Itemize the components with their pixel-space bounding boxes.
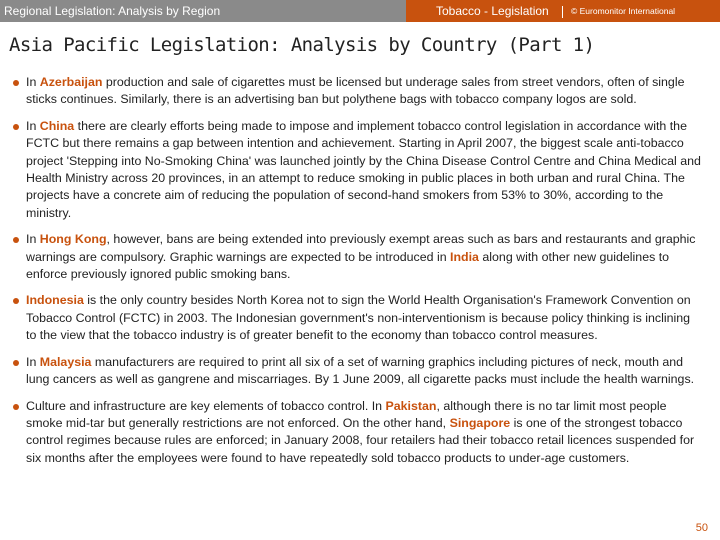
country-name: China	[39, 118, 75, 133]
bullet-text: there are clearly efforts being made to impose and implement tobacco control legislation in accordance with the FCTC but there remains a gap between intention and achievement. Starting in April 2007, the biggest scale anti-tobacco project 'Stepping into No-Smoking China' was launched jointly by the China Disease Control Centre and China Medical and Health Ministry across 20 provinces, in an attempt to reduce smoking in public places in both urban and rural China. The projects have a concrete aim of reducing the population of second-hand smokers from 53% to 30%, according to the ministry.	[26, 118, 701, 220]
bullet-china	[10, 118, 702, 222]
header-bar	[0, 0, 720, 22]
country-name: Indonesia	[26, 293, 84, 308]
divider	[562, 6, 563, 18]
page-number: 50	[695, 522, 708, 534]
bullet-hong-kong	[10, 231, 702, 283]
bullet-malaysia	[10, 354, 702, 389]
bullet-text: , however, bans are being extended into previously exempt areas such as bars and restaurants and graphic warnings are compulsory. Graphic warnings are expected to be introduced in	[26, 232, 696, 264]
bullet-dot-icon	[13, 80, 19, 86]
country-name: Malaysia	[39, 354, 92, 369]
bullet-dot-icon	[13, 124, 19, 130]
bullet-text-2: is one of the strongest tobacco control regimes because rules are enforced; in January 2008, four retailers had their tobacco retail licences suspended for six months after the employees were found to have repeatedly sold tobacco products to under-age customers.	[26, 415, 695, 465]
page-title: Asia Pacific Legislation: Analysis by Country (Part 1)	[9, 34, 595, 56]
bullet-text-pre: Culture and infrastructure are key elements of tobacco control. In	[26, 398, 386, 413]
bullet-azerbaijan	[10, 74, 702, 109]
bullet-dot-icon	[13, 237, 19, 243]
bullet-text-pre: In	[26, 354, 40, 369]
country-name: Azerbaijan	[39, 75, 103, 89]
bullet-indonesia	[10, 292, 702, 344]
bullet-text-pre: In	[26, 75, 40, 89]
copyright: © Euromonitor International	[571, 6, 676, 16]
bullet-dot-icon	[13, 404, 19, 410]
bullet-text: manufacturers are required to print all six of a set of warning graphics including pictures of neck, mouth and lung cancers as well as gangrene and miscarriages. By 1 June 2009, all cigarette packs must include the health warnings.	[26, 354, 695, 387]
country-name-2: India	[450, 249, 479, 264]
bullet-text-2: along with other new guidelines to enforce previously ignored public smoking bans.	[26, 249, 670, 282]
country-name: Pakistan	[385, 398, 437, 413]
bullet-text-pre: In	[26, 118, 40, 133]
section-title: Regional Legislation: Analysis by Region	[0, 0, 406, 22]
bullet-text-pre: In	[26, 232, 40, 247]
topic-title: Tobacco - Legislation	[406, 0, 552, 22]
country-name-2: Singapore	[449, 415, 511, 430]
bullet-list	[10, 74, 702, 476]
bullet-text: , although there is no tar limit most people smoke mid-tar but generally restrictions are not enforced. On the other hand,	[26, 398, 667, 430]
bullet-dot-icon	[13, 298, 19, 304]
country-name: Hong Kong	[39, 232, 107, 247]
bullet-text: production and sale of cigarettes must be licensed but underage sales from street vendors, often of single sticks continues. Similarly, there is an advertising ban but polythene bags with tobacco company logos are sold.	[26, 75, 685, 107]
bullet-pakistan-singapore	[10, 398, 702, 468]
copyright-area	[552, 0, 720, 22]
bullet-text: is the only country besides North Korea not to sign the World Health Organisation's Framework Convention on Tobacco Control (FCTC) in 2003. The Indonesian government's non-interventionism is because policy thinking is inclining to the view that the tobacco industry is of greater benefit to the economy than tobacco control measures.	[26, 293, 691, 343]
bullet-dot-icon	[13, 360, 19, 366]
